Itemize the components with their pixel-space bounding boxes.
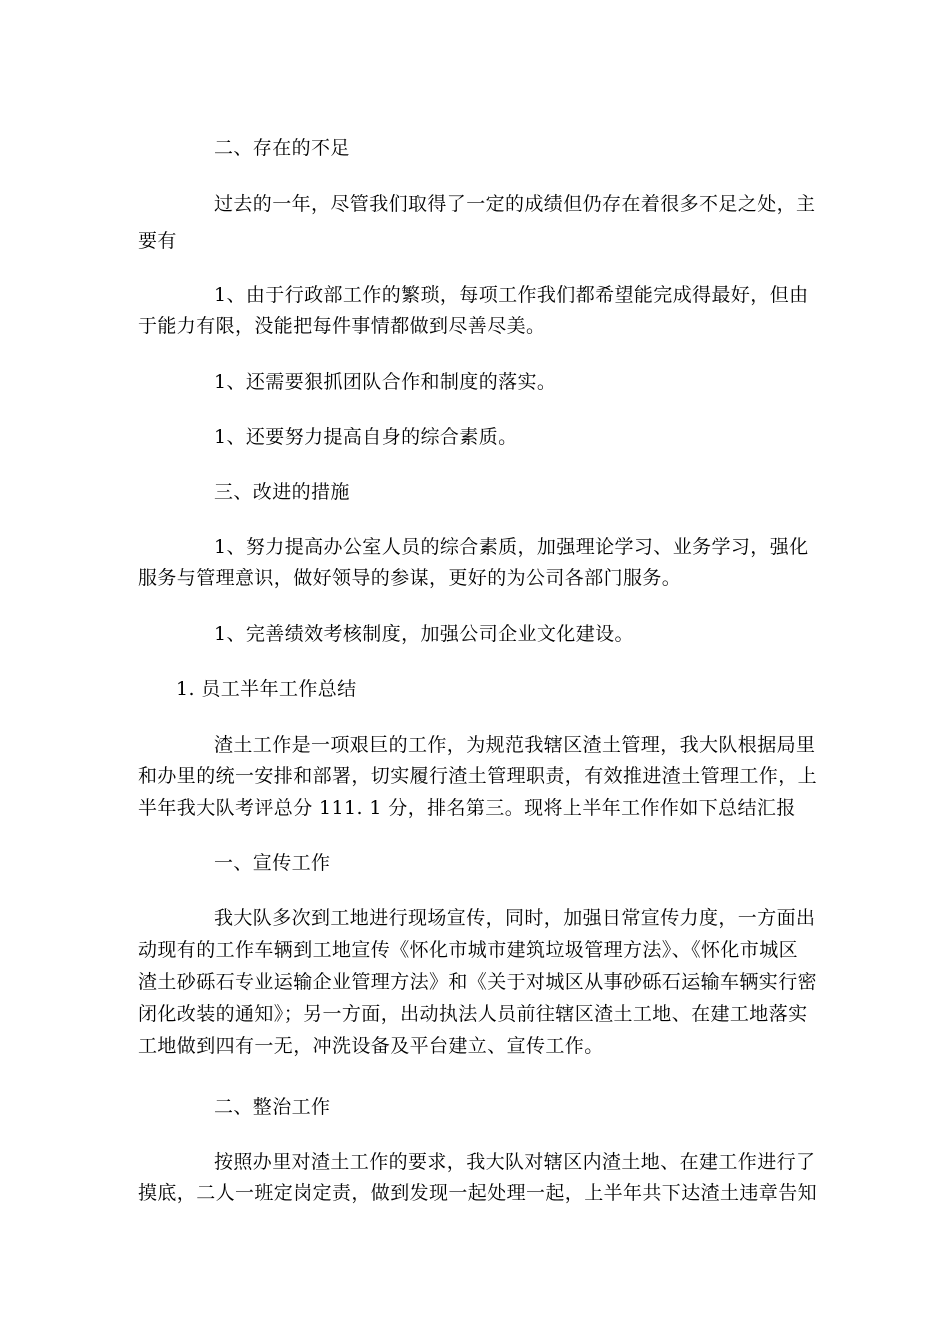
section-title-half-year-summary: 1. 员工半年工作总结 <box>176 678 357 700</box>
paragraph-line: 动现有的工作车辆到工地宣传《怀化市城市建筑垃圾管理方法》、《怀化市城区 <box>138 939 799 961</box>
paragraph-line: 闭化改装的通知》；另一方面，出动执法人员前往辖区渣土工地、在建工地落实 <box>138 1003 808 1025</box>
paragraph-line: 1、努力提高办公室人员的综合素质，加强理论学习、业务学习，强化 <box>214 536 809 558</box>
section-heading-shortcomings: 二、存在的不足 <box>214 137 350 159</box>
paragraph-line: 半年我大队考评总分 111. 1 分，排名第三。现将上半年工作作如下总结汇报 <box>138 797 796 819</box>
paragraph-line: 过去的一年，尽管我们取得了一定的成绩但仍存在着很多不足之处，主 <box>214 193 816 215</box>
paragraph-line: 1、由于行政部工作的繁琐，每项工作我们都希望能完成得最好，但由 <box>214 284 809 306</box>
paragraph-line: 我大队多次到工地进行现场宣传，同时，加强日常宣传力度，一方面出 <box>214 907 816 929</box>
paragraph-line: 1、还要努力提高自身的综合素质。 <box>214 426 518 448</box>
paragraph-line: 1、完善绩效考核制度，加强公司企业文化建设。 <box>214 623 634 645</box>
paragraph-line: 渣土砂砾石专业运输企业管理方法》和《关于对城区从事砂砾石运输车辆实行密 <box>138 971 818 993</box>
section-heading-improvements: 三、改进的措施 <box>214 481 350 503</box>
paragraph-line: 摸底，二人一班定岗定责，做到发现一起处理一起，上半年共下达渣土违章告知 <box>138 1182 818 1204</box>
paragraph-line: 工地做到四有一无，冲洗设备及平台建立、宣传工作。 <box>138 1035 604 1057</box>
section-heading-rectification: 二、整治工作 <box>214 1096 331 1118</box>
paragraph-line: 按照办里对渣土工作的要求，我大队对辖区内渣土地、在建工作进行了 <box>214 1151 816 1173</box>
paragraph-line: 渣土工作是一项艰巨的工作，为规范我辖区渣土管理，我大队根据局里 <box>214 734 816 756</box>
paragraph-line: 1、还需要狠抓团队合作和制度的落实。 <box>214 371 557 393</box>
paragraph-line: 要有 <box>138 230 177 252</box>
paragraph-line: 和办里的统一安排和部署，切实履行渣土管理职责，有效推进渣土管理工作，上 <box>138 765 818 787</box>
section-heading-publicity: 一、宣传工作 <box>214 852 331 874</box>
paragraph-line: 于能力有限，没能把每件事情都做到尽善尽美。 <box>138 315 546 337</box>
paragraph-line: 服务与管理意识，做好领导的参谋，更好的为公司各部门服务。 <box>138 567 682 589</box>
